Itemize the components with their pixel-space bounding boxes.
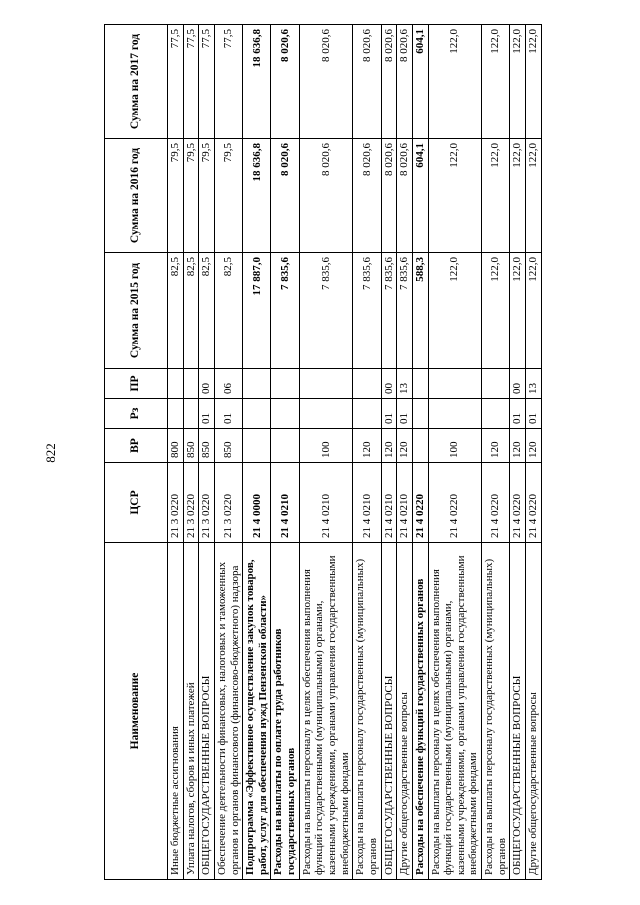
cell-csr: 21 3 0220 <box>168 463 184 543</box>
cell-sum-2015: 17 887,0 <box>243 253 271 369</box>
cell-sum-2016: 18 636,8 <box>243 139 271 253</box>
cell-sum-2017: 8 020,6 <box>353 25 381 139</box>
cell-pr: 13 <box>526 369 542 399</box>
table-row <box>381 25 397 880</box>
cell-rz: 01 <box>510 399 526 429</box>
cell-csr: 21 4 0220 <box>428 463 482 543</box>
header-csr: ЦСР <box>105 463 168 543</box>
header-sum-2017: Сумма на 2017 год <box>105 25 168 139</box>
cell-sum-2017: 8 020,6 <box>397 25 413 139</box>
cell-rz: 01 <box>381 399 397 429</box>
budget-table <box>104 24 542 880</box>
cell-pr <box>183 369 199 399</box>
cell-sum-2015: 588,3 <box>412 253 428 369</box>
cell-rz: 01 <box>526 399 542 429</box>
header-pr: ПР <box>105 369 168 399</box>
cell-vr: 120 <box>397 429 413 463</box>
table-row <box>482 25 510 880</box>
cell-sum-2017: 77,5 <box>214 25 242 139</box>
cell-pr <box>243 369 271 399</box>
cell-rz <box>482 399 510 429</box>
cell-sum-2017: 18 636,8 <box>243 25 271 139</box>
cell-sum-2016: 79,5 <box>168 139 184 253</box>
header-vr: ВР <box>105 429 168 463</box>
cell-pr <box>482 369 510 399</box>
table-row <box>353 25 381 880</box>
cell-csr: 21 4 0210 <box>353 463 381 543</box>
cell-sum-2016: 8 020,6 <box>381 139 397 253</box>
table-header-row <box>105 25 168 880</box>
cell-sum-2015: 122,0 <box>510 253 526 369</box>
cell-sum-2017: 122,0 <box>526 25 542 139</box>
cell-vr: 850 <box>199 429 215 463</box>
cell-pr: 06 <box>214 369 242 399</box>
cell-sum-2016: 8 020,6 <box>271 139 299 253</box>
cell-name: Расходы на выплаты персоналу государственных (муниципальных) органов <box>482 543 510 880</box>
cell-csr: 21 4 0210 <box>381 463 397 543</box>
cell-sum-2015: 122,0 <box>482 253 510 369</box>
table-row <box>428 25 482 880</box>
cell-sum-2016: 604,1 <box>412 139 428 253</box>
cell-pr <box>168 369 184 399</box>
cell-vr: 850 <box>214 429 242 463</box>
cell-vr: 850 <box>183 429 199 463</box>
cell-sum-2016: 122,0 <box>482 139 510 253</box>
cell-sum-2017: 77,5 <box>199 25 215 139</box>
cell-sum-2016: 8 020,6 <box>299 139 353 253</box>
cell-csr: 21 3 0220 <box>214 463 242 543</box>
table-row <box>526 25 542 880</box>
cell-name: Расходы на обеспечение функций государственных органов <box>412 543 428 880</box>
cell-vr: 120 <box>381 429 397 463</box>
cell-sum-2016: 79,5 <box>183 139 199 253</box>
cell-vr <box>271 429 299 463</box>
table-row <box>397 25 413 880</box>
table-row <box>168 25 184 880</box>
cell-vr <box>243 429 271 463</box>
cell-pr: 00 <box>381 369 397 399</box>
cell-csr: 21 4 0000 <box>243 463 271 543</box>
cell-pr: 00 <box>199 369 215 399</box>
header-rz: Рз <box>105 399 168 429</box>
cell-sum-2017: 8 020,6 <box>381 25 397 139</box>
cell-csr: 21 4 0210 <box>299 463 353 543</box>
table-row <box>214 25 242 880</box>
cell-name: Обеспечение деятельности финансовых, налоговых и таможенных органов и органов финансового (финансово-бюджетного) надзора <box>214 543 242 880</box>
cell-name: Расходы на выплаты по оплате труда работников государственных органов <box>271 543 299 880</box>
cell-csr: 21 4 0220 <box>510 463 526 543</box>
cell-csr: 21 4 0210 <box>271 463 299 543</box>
cell-rz <box>353 399 381 429</box>
cell-sum-2017: 8 020,6 <box>271 25 299 139</box>
cell-vr: 120 <box>510 429 526 463</box>
cell-name: ОБЩЕГОСУДАРСТВЕННЫЕ ВОПРОСЫ <box>381 543 397 880</box>
cell-name: ОБЩЕГОСУДАРСТВЕННЫЕ ВОПРОСЫ <box>510 543 526 880</box>
cell-vr: 800 <box>168 429 184 463</box>
table-row <box>271 25 299 880</box>
cell-vr: 100 <box>299 429 353 463</box>
table-body <box>168 25 542 880</box>
cell-name: ОБЩЕГОСУДАРСТВЕННЫЕ ВОПРОСЫ <box>199 543 215 880</box>
cell-pr <box>428 369 482 399</box>
cell-pr <box>299 369 353 399</box>
cell-name: Другие общегосударственные вопросы <box>526 543 542 880</box>
budget-table-container <box>104 25 544 880</box>
cell-csr: 21 4 0210 <box>397 463 413 543</box>
cell-vr: 100 <box>428 429 482 463</box>
cell-pr <box>271 369 299 399</box>
cell-pr: 00 <box>510 369 526 399</box>
cell-rz <box>243 399 271 429</box>
cell-sum-2016: 122,0 <box>526 139 542 253</box>
cell-rz: 01 <box>397 399 413 429</box>
cell-pr <box>412 369 428 399</box>
table-row <box>510 25 526 880</box>
table-row <box>243 25 271 880</box>
cell-name: Другие общегосударственные вопросы <box>397 543 413 880</box>
cell-rz: 01 <box>199 399 215 429</box>
cell-sum-2016: 79,5 <box>214 139 242 253</box>
table-row <box>199 25 215 880</box>
cell-sum-2015: 82,5 <box>214 253 242 369</box>
header-sum-2015: Сумма на 2015 год <box>105 253 168 369</box>
cell-name: Уплата налогов, сборов и иных платежей <box>183 543 199 880</box>
cell-rz <box>299 399 353 429</box>
cell-rz <box>183 399 199 429</box>
cell-rz <box>271 399 299 429</box>
cell-name: Расходы на выплаты персоналу в целях обеспечения выполнения функций государственными (муниципальными) органами, казенными учреждениями, органами управления государственными внебюджетными фондами <box>428 543 482 880</box>
cell-pr <box>353 369 381 399</box>
cell-sum-2016: 8 020,6 <box>397 139 413 253</box>
cell-sum-2015: 122,0 <box>428 253 482 369</box>
cell-csr: 21 4 0220 <box>412 463 428 543</box>
cell-sum-2017: 77,5 <box>168 25 184 139</box>
cell-vr: 120 <box>353 429 381 463</box>
cell-sum-2015: 82,5 <box>183 253 199 369</box>
cell-rz <box>412 399 428 429</box>
cell-name: Подпрограмма «Эффективное осуществление закупок товаров, работ, услуг для обеспечения нужд Пензенской области» <box>243 543 271 880</box>
cell-sum-2017: 77,5 <box>183 25 199 139</box>
cell-rz <box>428 399 482 429</box>
cell-sum-2017: 122,0 <box>482 25 510 139</box>
cell-sum-2015: 7 835,6 <box>397 253 413 369</box>
table-row <box>412 25 428 880</box>
cell-pr: 13 <box>397 369 413 399</box>
cell-vr: 120 <box>526 429 542 463</box>
cell-vr: 120 <box>482 429 510 463</box>
cell-csr: 21 4 0220 <box>526 463 542 543</box>
cell-vr <box>412 429 428 463</box>
cell-sum-2015: 7 835,6 <box>299 253 353 369</box>
cell-sum-2016: 79,5 <box>199 139 215 253</box>
cell-sum-2015: 7 835,6 <box>271 253 299 369</box>
cell-name: Расходы на выплаты персоналу государственных (муниципальных) органов <box>353 543 381 880</box>
cell-sum-2017: 122,0 <box>510 25 526 139</box>
cell-sum-2015: 7 835,6 <box>381 253 397 369</box>
table-row <box>183 25 199 880</box>
cell-csr: 21 4 0220 <box>482 463 510 543</box>
cell-sum-2016: 8 020,6 <box>353 139 381 253</box>
header-name: Наименование <box>105 543 168 880</box>
cell-name: Расходы на выплаты персоналу в целях обеспечения выполнения функций государственными (муниципальными) органами, казенными учреждениями, органами управления государственными внебюджетными фондами <box>299 543 353 880</box>
cell-sum-2015: 82,5 <box>199 253 215 369</box>
cell-sum-2015: 122,0 <box>526 253 542 369</box>
cell-sum-2016: 122,0 <box>428 139 482 253</box>
table-row <box>299 25 353 880</box>
cell-csr: 21 3 0220 <box>183 463 199 543</box>
header-sum-2016: Сумма на 2016 год <box>105 139 168 253</box>
cell-csr: 21 3 0220 <box>199 463 215 543</box>
page-number: 822 <box>43 443 58 463</box>
cell-name: Иные бюджетные ассигнования <box>168 543 184 880</box>
cell-rz: 01 <box>214 399 242 429</box>
cell-sum-2017: 122,0 <box>428 25 482 139</box>
cell-rz <box>168 399 184 429</box>
cell-sum-2017: 8 020,6 <box>299 25 353 139</box>
cell-sum-2015: 82,5 <box>168 253 184 369</box>
cell-sum-2015: 7 835,6 <box>353 253 381 369</box>
cell-sum-2017: 604,1 <box>412 25 428 139</box>
cell-sum-2016: 122,0 <box>510 139 526 253</box>
